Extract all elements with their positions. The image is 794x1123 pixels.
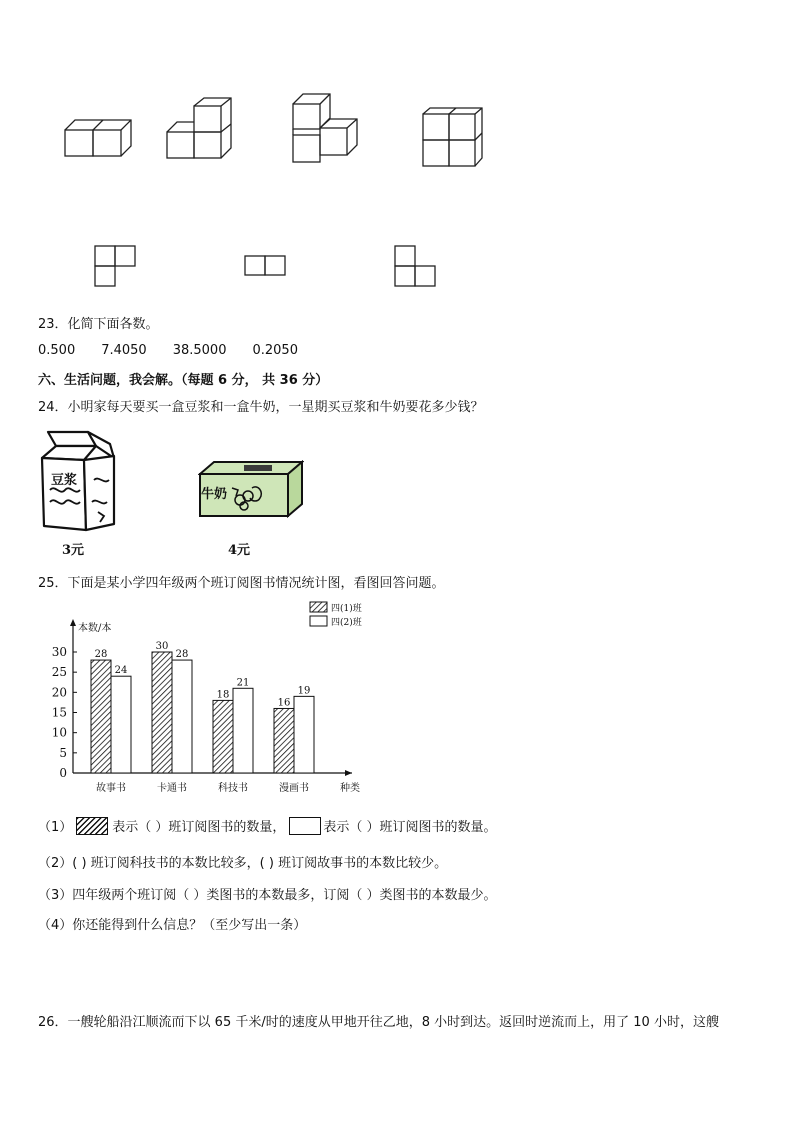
category-label: 科技书 [218,783,248,794]
plain-legend-sample [289,817,321,835]
x-axis-title: 种类 [340,783,360,794]
q25-sub4: （4）你还能得到什么信息？（至少写出一条） [38,918,307,933]
y-axis-arrow [70,619,76,626]
bar [274,708,294,773]
cube-figures [55,88,495,298]
q25-sub1 [38,816,497,835]
category-label: 故事书 [96,783,126,794]
y-tick-label: 0 [59,766,67,780]
y-tick-label: 15 [51,705,67,720]
y-tick-label: 10 [51,725,67,740]
q23-number: 38.5000 [172,343,227,358]
cube-figure-d [423,108,482,166]
q23-number: 7.4050 [101,343,147,358]
data-label: 19 [297,685,311,697]
q25-sub1-b: 表示（ ）班订阅图书的数量。 [323,820,497,835]
y-tick-label: 30 [51,645,67,659]
y-tick-label: 5 [59,745,67,760]
view-shape-1 [95,246,135,286]
y-tick-label: 20 [51,685,67,700]
data-label: 28 [94,649,108,661]
milk-box-label: 牛奶 [200,487,228,502]
bar [152,652,172,773]
q23-title: 23．化简下面各数。 [38,317,159,332]
data-label: 28 [175,649,189,661]
q26-text: 26．一艘轮船沿江顺流而下以 65 千米/时的速度从甲地开往乙地，8 小时到达。返回时逆流而上，用了 10 小时，这艘 [38,1015,719,1030]
q23-number: 0.500 [38,343,76,358]
bar [233,688,253,773]
x-axis-arrow [345,770,352,776]
bar [172,660,192,773]
q25-sub3: （3）四年级两个班订阅（ ）类图书的本数最多，订阅（ ）类图书的本数最少。 [38,888,497,903]
y-tick-label: 25 [51,665,67,680]
q25-sub1-a: 表示（ ）班订阅图书的数量， [112,820,286,835]
cube-figure-a [65,120,131,156]
view-shape-2 [245,256,285,275]
q23-number: 0.2050 [252,343,298,358]
soy-price: 3元 [62,543,85,558]
cube-figure-c [293,94,357,162]
q25-sub1-prefix: （1） [38,820,73,835]
category-label: 卡通书 [157,783,187,794]
legend-swatch [310,602,327,612]
hatched-legend-sample [76,817,108,835]
y-axis-title: 本数/本 [78,623,112,634]
data-label: 18 [216,689,230,701]
bar [213,700,233,773]
milk-box-illustration [198,460,304,520]
q25-sub2: （2）( ) 班订阅科技书的本数比较多，( ) 班订阅故事书的本数比较少。 [38,856,448,871]
soy-carton-label: 豆浆 [50,473,78,488]
q25-question: 25．下面是某小学四年级两个班订阅图书情况统计图，看图回答问题。 [38,576,445,591]
bar [91,660,111,773]
bar [294,696,314,773]
bar-chart [40,595,380,800]
q24-question: 24．小明家每天要买一盒豆浆和一盒牛奶，一星期买豆浆和牛奶要花多少钱？ [38,400,484,415]
view-shape-3 [395,246,435,286]
category-label: 漫画书 [279,783,309,794]
cube-figure-b [167,98,231,158]
milk-price: 4元 [228,543,251,558]
data-label: 24 [114,665,128,677]
data-label: 16 [277,697,291,709]
bar [111,676,131,773]
data-label: 30 [155,641,169,652]
section6-title: 六、生活问题，我会解。（每题 6 分， 共 36 分） [38,373,329,388]
q23-numbers [38,343,324,358]
legend-label: 四(1)班 [331,604,362,614]
legend-label: 四(2)班 [331,618,362,628]
soy-milk-carton-illustration [38,428,118,534]
data-label: 21 [236,677,250,689]
legend-swatch [310,616,327,626]
